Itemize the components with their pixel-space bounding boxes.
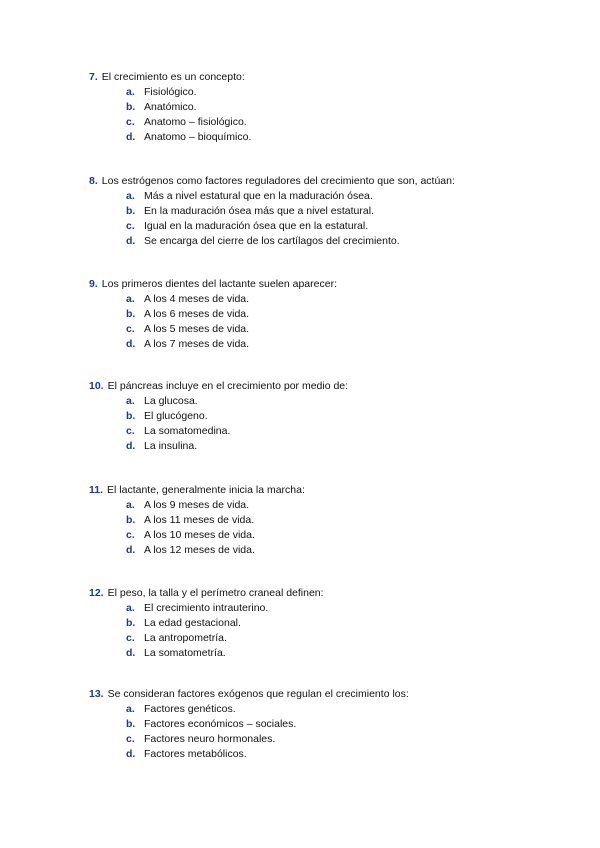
option-letter: d. [126, 440, 136, 452]
option-letter: b. [126, 617, 136, 629]
option-text: Anatomo – fisiológico. [144, 116, 247, 128]
option-letter: b. [126, 101, 136, 113]
option-text: Fisiológico. [144, 86, 197, 98]
option-d [89, 337, 569, 352]
option-d [89, 747, 569, 762]
question-stem [89, 687, 569, 702]
option-letter: d. [126, 338, 136, 350]
option-text: La somatometría. [144, 647, 226, 659]
option-text: En la maduración ósea más que a nivel estatural. [144, 205, 374, 217]
option-text: Factores genéticos. [144, 703, 236, 715]
option-c [89, 219, 569, 234]
question-text: El páncreas incluye en el crecimiento por medio de: [107, 380, 349, 392]
option-letter: a. [126, 395, 135, 407]
option-b [89, 204, 569, 219]
option-text: Anatomo – bioquímico. [144, 131, 252, 143]
option-c [89, 732, 569, 747]
option-letter: b. [126, 410, 136, 422]
option-text: Igual en la maduración ósea que en la estatural. [144, 220, 369, 232]
question-number: 10. [89, 380, 104, 392]
option-letter: b. [126, 514, 136, 526]
option-letter: c. [126, 632, 135, 644]
option-letter: d. [126, 235, 136, 247]
option-list [89, 85, 569, 145]
option-b [89, 616, 569, 631]
option-text: A los 9 meses de vida. [144, 499, 250, 511]
option-text: Factores económicos – sociales. [144, 718, 297, 730]
option-letter: b. [126, 205, 136, 217]
question-number: 11. [89, 484, 104, 496]
option-a [89, 85, 569, 100]
option-a [89, 394, 569, 409]
option-a [89, 601, 569, 616]
option-letter: c. [126, 425, 135, 437]
option-b [89, 513, 569, 528]
question-number: 8. [89, 175, 98, 187]
option-text: La edad gestacional. [144, 617, 241, 629]
question-stem [89, 174, 569, 189]
option-text: Más a nivel estatural que en la maduración ósea. [144, 190, 373, 202]
option-a [89, 189, 569, 204]
question-stem [89, 483, 569, 498]
question-12 [89, 586, 569, 661]
option-letter: b. [126, 308, 136, 320]
question-stem [89, 379, 569, 394]
option-list [89, 498, 569, 558]
question-stem [89, 70, 569, 85]
option-list [89, 292, 569, 352]
option-letter: a. [126, 499, 135, 511]
option-text: A los 7 meses de vida. [144, 338, 250, 350]
question-stem [89, 586, 569, 601]
question-11 [89, 483, 569, 558]
option-d [89, 439, 569, 454]
option-text: A los 5 meses de vida. [144, 323, 250, 335]
question-text: Los estrógenos como factores reguladores del crecimiento que son, actúan: [101, 175, 455, 187]
option-d [89, 543, 569, 558]
option-text: Factores metabólicos. [144, 748, 247, 760]
question-number: 9. [89, 278, 98, 290]
option-c [89, 631, 569, 646]
option-c [89, 115, 569, 130]
option-c [89, 424, 569, 439]
option-text: El glucógeno. [144, 410, 208, 422]
option-letter: d. [126, 748, 136, 760]
option-letter: a. [126, 190, 135, 202]
option-d [89, 130, 569, 145]
option-text: Factores neuro hormonales. [144, 733, 276, 745]
option-text: A los 12 meses de vida. [144, 544, 255, 556]
option-letter: c. [126, 733, 135, 745]
option-letter: a. [126, 293, 135, 305]
option-letter: a. [126, 602, 135, 614]
option-list [89, 189, 569, 249]
option-letter: c. [126, 220, 135, 232]
option-b [89, 717, 569, 732]
option-letter: a. [126, 703, 135, 715]
option-d [89, 646, 569, 661]
question-stem [89, 277, 569, 292]
option-c [89, 322, 569, 337]
option-text: La glucosa. [144, 395, 198, 407]
option-text: El crecimiento intrauterino. [144, 602, 269, 614]
question-8 [89, 174, 569, 249]
question-number: 13. [89, 688, 104, 700]
option-letter: c. [126, 116, 135, 128]
question-7 [89, 70, 569, 145]
option-b [89, 307, 569, 322]
option-text: A los 11 meses de vida. [144, 514, 255, 526]
question-text: Se consideran factores exógenos que regulan el crecimiento los: [107, 688, 409, 700]
option-text: A los 4 meses de vida. [144, 293, 250, 305]
option-letter: d. [126, 131, 136, 143]
question-text: El peso, la talla y el perímetro craneal definen: [107, 587, 324, 599]
question-13 [89, 687, 569, 762]
question-text: El lactante, generalmente inicia la marcha: [107, 484, 305, 496]
option-letter: c. [126, 323, 135, 335]
option-text: La somatomedina. [144, 425, 231, 437]
question-number: 12. [89, 587, 104, 599]
question-10 [89, 379, 569, 454]
option-b [89, 100, 569, 115]
option-c [89, 528, 569, 543]
question-text: Los primeros dientes del lactante suelen aparecer: [101, 278, 337, 290]
question-text: El crecimiento es un concepto: [101, 71, 245, 83]
option-text: Anatómico. [144, 101, 197, 113]
option-letter: b. [126, 718, 136, 730]
question-number: 7. [89, 71, 98, 83]
option-text: A los 6 meses de vida. [144, 308, 250, 320]
option-list [89, 394, 569, 454]
option-text: La insulina. [144, 440, 198, 452]
option-letter: d. [126, 647, 136, 659]
option-text: La antropometría. [144, 632, 227, 644]
option-d [89, 234, 569, 249]
option-a [89, 702, 569, 717]
question-9 [89, 277, 569, 352]
option-letter: d. [126, 544, 136, 556]
option-list [89, 702, 569, 762]
option-b [89, 409, 569, 424]
option-text: A los 10 meses de vida. [144, 529, 255, 541]
option-text: Se encarga del cierre de los cartílagos del crecimiento. [144, 235, 400, 247]
option-letter: c. [126, 529, 135, 541]
option-a [89, 498, 569, 513]
option-a [89, 292, 569, 307]
option-letter: a. [126, 86, 135, 98]
option-list [89, 601, 569, 661]
